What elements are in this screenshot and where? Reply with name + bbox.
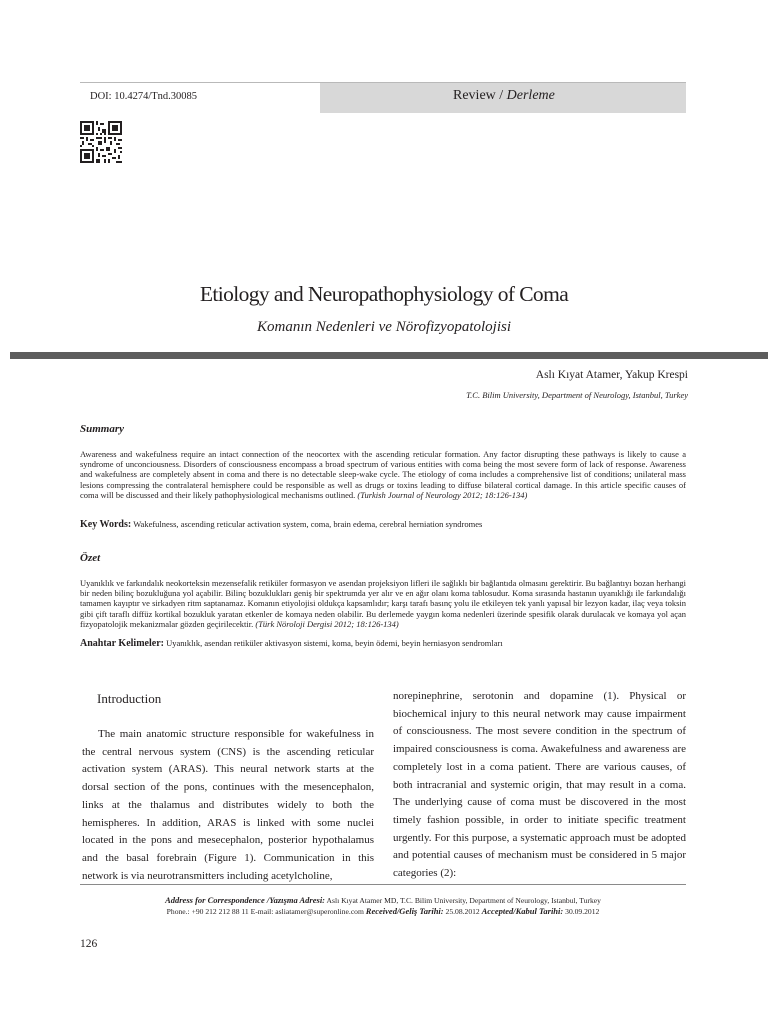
qr-code-icon: [80, 121, 122, 163]
intro-paragraph-right: norepinephrine, serotonin and dopamine (1). Physical or biochemical injury to this neural network may cause impairment of consciousness. The most severe condition in the spectrum of impaired consciousness is coma. Awakefulness and awareness are completely lost in a coma patient. There are various causes, of both intracranial and systemic origin, that may result in a coma. The underlying cause of coma must be discovered in the most timely fashion possible, in order to initiate specific treatment urgently. For this purpose, a systematic approach must be adopted and potential causes of mechanism must be considered in 5 major categories (2):: [393, 690, 686, 880]
correspondence-contact: [80, 906, 686, 917]
summary-citation: (Turkish Journal of Neurology 2012; 18:126-134): [357, 489, 528, 500]
article-title: Etiology and Neuropathophysiology of Coma: [199, 282, 569, 306]
summary-keywords: [80, 519, 686, 530]
keywords-text: Wakefulness, ascending reticular activation system, coma, brain edema, cerebral herniation syndromes: [133, 519, 483, 529]
ozet-text: [80, 578, 686, 629]
body-column-right: [393, 688, 686, 883]
article-type-tr: Derleme: [506, 88, 555, 103]
ozet-keywords: [80, 638, 686, 649]
article-subtitle: Komanın Nedenleri ve Nörofizyopatolojisi: [256, 319, 511, 335]
intro-paragraph-left: The main anatomic structure responsible for wakefulness in the central nervous system (CNS) is the ascending reticular activation system (ARAS). This neural network starts at the dorsal section of the pons, continues with the mesencephalon, links at the thalamus and distributes widely to both the hemispheres. In addition, ARAS is linked with some nuclei located in the pons and mesecephalon, posterior hypothalamus and the basal forebrain (Figure 1). Communication in this network is via neurotransmitters including acetylcholine,: [82, 728, 374, 882]
ozet-body: Uyanıklık ve farkındalık neokorteksin mezensefalik retiküler formasyon ve asendan projeksiyon lifleri ile sağlıklı bir bağlantıda olmasını gerektirir. Bu bağlantıyı bozan herhangi bir neden bilinç bozukluğuna yol açabilir. Bilinç bozuklukları geniş bir spektrumda yer alır ve en ağır olanı koma tablosudur. Koma sırasında hastanın uyanıklığı ile farkındalığı tamamen kayıptır ve sirkadyen ritm saptanamaz. Komanın etiyolojisi oldukça kapsamlıdır; karşı tarafı basınç yolu ile etkileyen tek yanlı yapısal bir lezyon kadar, ilaç veya toksin gibi çift taraflı diffüz kortikal bozukluk yaratan etkenler de komaya neden olabilir. Bu derlemede yaygın koma nedenleri üzerinde spesifik olarak durulacak ve komaya yol açan fizyopatolojik mekanizmalar gözden geçirilecektir.: [80, 578, 686, 629]
received-label: Received/Geliş Tarihi:: [365, 906, 444, 916]
doi: DOI: 10.4274/Tnd.30085: [90, 91, 198, 102]
page-number: 126: [80, 938, 98, 950]
anahtar-kelimeler-text: Uyanıklık, asendan retiküler aktivasyon sistemi, koma, beyin ödemi, beyin herniasyon sendromları: [166, 638, 503, 648]
authors: Aslı Kıyat Atamer, Yakup Krespi: [535, 369, 688, 381]
accepted-label: Accepted/Kabul Tarihi:: [481, 906, 564, 916]
introduction-heading: Introduction: [97, 691, 162, 706]
anahtar-kelimeler-label: Anahtar Kelimeler:: [80, 638, 164, 649]
contact-text: Phone.: +90 212 212 88 11 E-mail: asliatamer@superonline.com: [166, 907, 364, 916]
footer-rule: [80, 884, 686, 885]
title-divider: [10, 352, 768, 359]
summary-text: [80, 449, 686, 500]
ozet-heading: Özet: [80, 552, 101, 564]
address-text: Aslı Kıyat Atamer MD, T.C. Bilim University, Department of Neurology, Istanbul, Turkey: [326, 896, 601, 905]
article-type: [453, 88, 555, 104]
article-type-en: Review /: [453, 88, 507, 103]
accepted-date: 30.09.2012: [565, 907, 600, 916]
summary-body: Awareness and wakefulness require an intact connection of the neocortex with the ascending reticular formation. Any factor disrupting these pathways is likely to cause a syndrome of unconciousness. Disorders of consciousness encompass a broad spectrum of various entities with coma being the most severe form of lack of response. Awareness and wakefulness are completely absent in coma and there is no detectable sleep-wake cycle. The etiology of coma includes a comprehensive list of conditions; unilateral mass lesions compressing the contralateral hemisphere could be responsible as well as drugs or toxins leading to diffuse bilateral cortical damage. In this article specific causes of coma will be discussed and their likely pathophysiological mechanisms outlined.: [80, 449, 686, 500]
correspondence-address: [80, 895, 686, 906]
received-date: 25.08.2012: [445, 907, 480, 916]
affiliation: T.C. Bilim University, Department of Neurology, Istanbul, Turkey: [466, 390, 688, 400]
summary-heading: Summary: [80, 423, 125, 435]
ozet-citation: (Türk Nöroloji Dergisi 2012; 18:126-134): [255, 618, 399, 629]
keywords-label: Key Words:: [80, 519, 132, 530]
address-label: Address for Correspondence /Yazışma Adresi:: [165, 895, 326, 905]
body-column-left: [82, 726, 374, 885]
